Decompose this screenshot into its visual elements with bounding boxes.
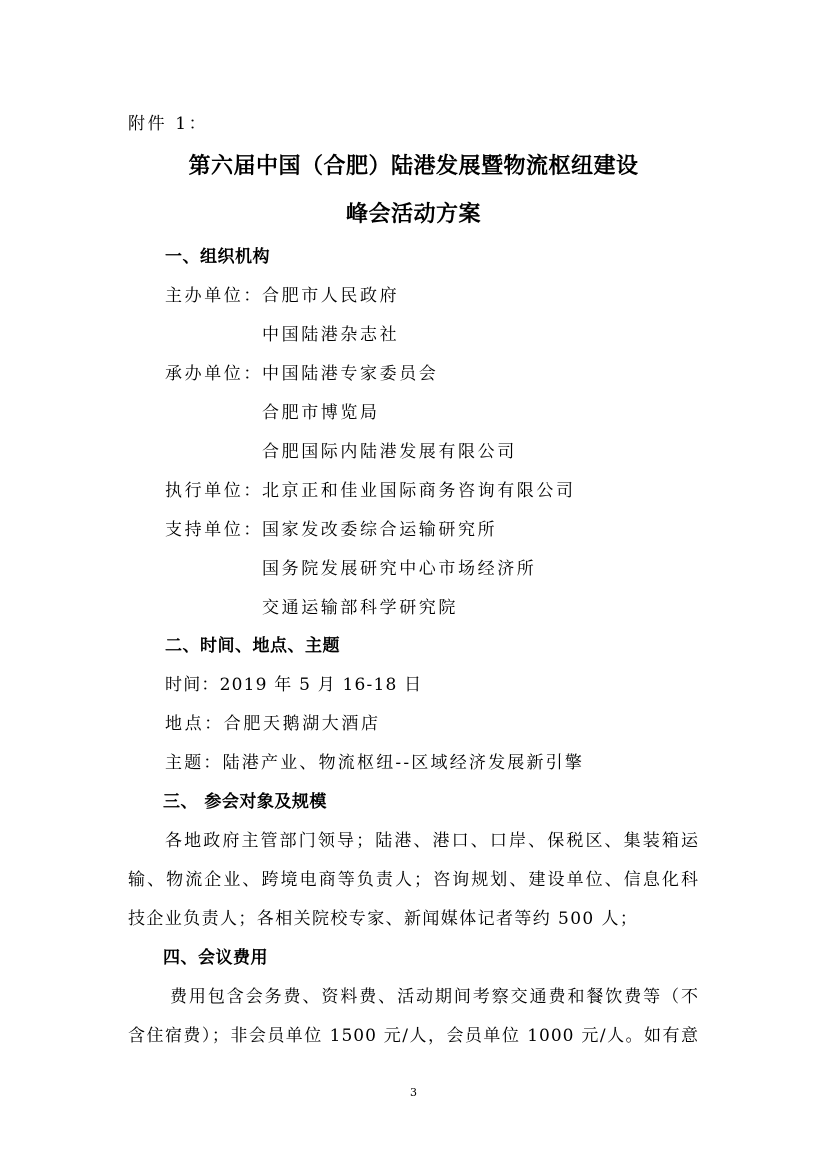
event-theme: 主题：陆港产业、物流枢纽--区域经济发展新引擎 xyxy=(165,753,585,773)
support-item: 国家发改委综合运输研究所 xyxy=(262,520,498,540)
event-place: 地点：合肥天鹅湖大酒店 xyxy=(165,714,381,734)
section-heading-org: 一、组织机构 xyxy=(165,247,270,267)
support-item: 交通运输部科学研究院 xyxy=(262,598,458,618)
support-label: 支持单位： xyxy=(165,520,263,540)
attendees-line: 输、物流企业、跨境电商等负责人；咨询规划、建设单位、信息化科 xyxy=(128,870,699,890)
executor-label: 执行单位： xyxy=(165,481,263,501)
section-heading-attendees: 三、 参会对象及规模 xyxy=(163,792,327,812)
section-heading-time: 二、时间、地点、主题 xyxy=(165,636,340,656)
organizer-label: 承办单位： xyxy=(165,364,263,384)
document-title-line1: 第六届中国（合肥）陆港发展暨物流枢纽建设 xyxy=(188,154,639,179)
host-label: 主办单位： xyxy=(165,286,263,306)
support-item: 国务院发展研究中心市场经济所 xyxy=(262,559,537,579)
section-heading-fees: 四、会议费用 xyxy=(163,948,268,968)
page-number: 3 xyxy=(410,1086,417,1099)
attachment-label: 附件 1： xyxy=(128,114,209,134)
organizer-item: 合肥市博览局 xyxy=(262,403,380,423)
host-item: 合肥市人民政府 xyxy=(262,286,400,306)
organizer-item: 中国陆港专家委员会 xyxy=(262,364,439,384)
attendees-line: 各地政府主管部门领导；陆港、港口、口岸、保税区、集装箱运 xyxy=(165,831,699,851)
fees-line: 含住宿费）；非会员单位 1500 元/人，会员单位 1000 元/人。如有意 xyxy=(128,1026,699,1046)
organizer-item: 合肥国际内陆港发展有限公司 xyxy=(262,442,517,462)
attendees-line: 技企业负责人；各相关院校专家、新闻媒体记者等约 500 人； xyxy=(128,909,639,929)
document-title-line2: 峰会活动方案 xyxy=(345,202,481,227)
executor-item: 北京正和佳业国际商务咨询有限公司 xyxy=(262,481,576,501)
host-item: 中国陆港杂志社 xyxy=(262,325,400,345)
fees-line: 费用包含会务费、资料费、活动期间考察交通费和餐饮费等（不 xyxy=(170,987,699,1007)
event-time: 时间：2019 年 5 月 16-18 日 xyxy=(165,675,423,695)
